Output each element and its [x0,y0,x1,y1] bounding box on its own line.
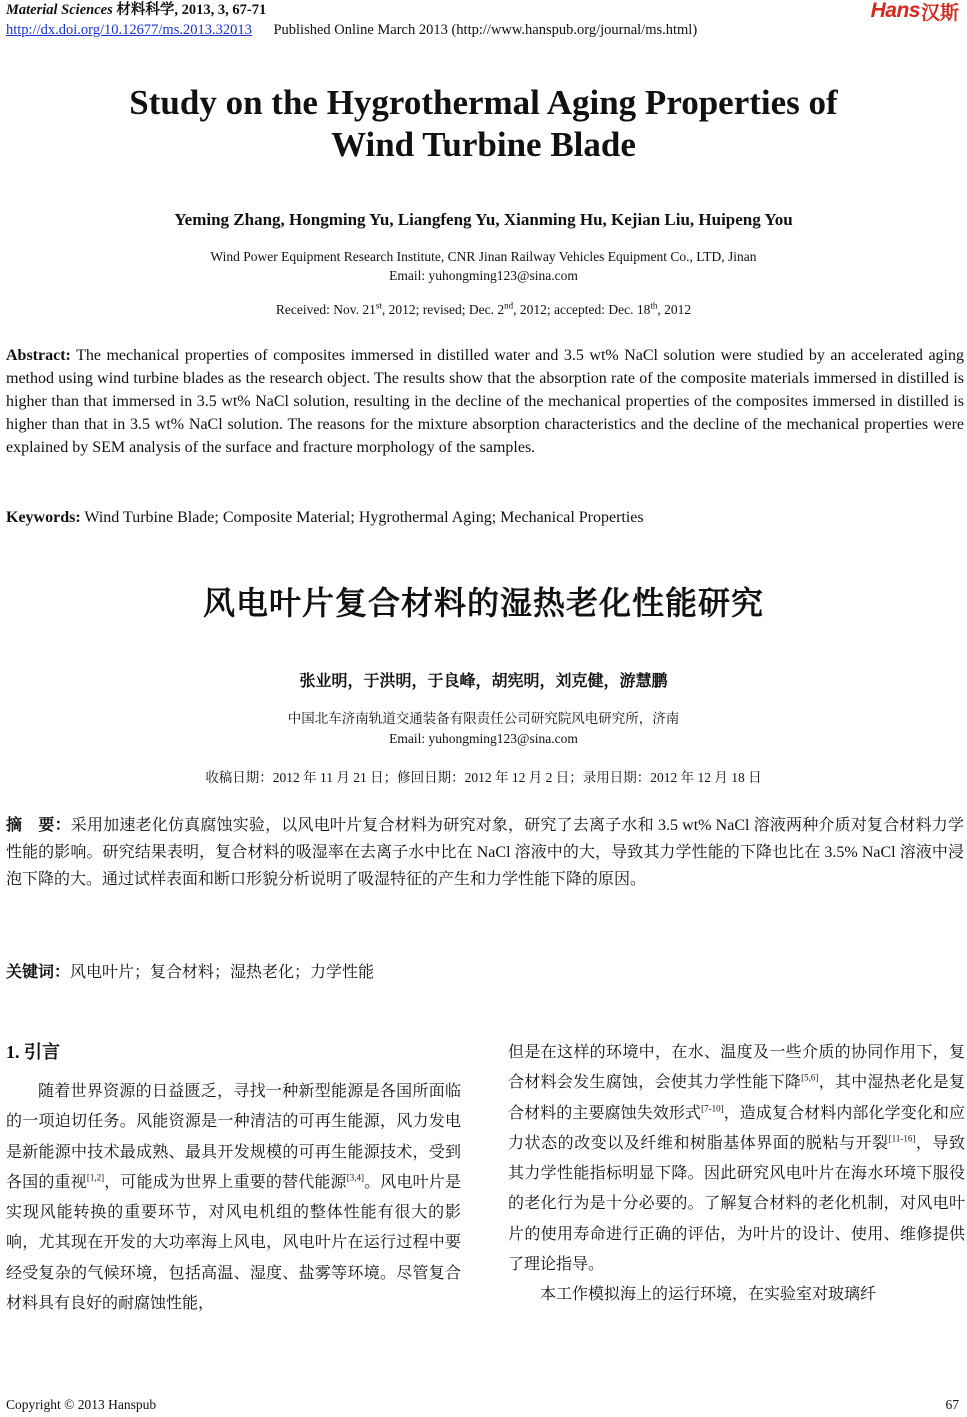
accepted-text: , 2012; accepted: Dec. 18 [513,302,651,317]
ordinal-suffix: st [375,300,382,311]
ordinal-suffix: th [650,300,658,311]
doi-link[interactable]: http://dx.doi.org/10.12677/ms.2013.32013 [6,22,252,38]
body-text: ，造成复合材料内部化学变化和应力状态的改变以及纤维和树脂基体界面的脱粘与开裂 [508,1104,965,1152]
title-line-2: Wind Turbine Blade [331,125,636,164]
keywords-en [6,506,964,529]
year-text: , 2012 [657,302,692,317]
logo-cn: 汉斯 [920,1,959,24]
body-text: 。风电叶片是实现风能转换的重要环节，对风电机组的整体性能有很大的影响，尤其现在开发的大功率海上风电，风电叶片在运行过程中要经受复杂的气候环境，包括高温、湿度、盐雾等环境。尽管复合材料具有良好的耐腐蚀性能， [6,1173,461,1313]
received-text: Received: Nov. 21 [275,302,376,317]
abstract-cn [6,811,964,893]
title-line-1: Study on the Hygrothermal Aging Properties of [129,83,838,122]
doi-line [6,22,697,39]
citation: [5,6] [801,1072,819,1083]
abstract-label-cn: 摘 要： [6,815,71,834]
abstract-text-cn: 采用加速老化仿真腐蚀实验，以风电叶片复合材料为研究对象，研究了去离子水和 3.5 wt% NaCl 溶液两种介质对复合材料力学性能的影响。研究结果表明，复合材料的吸湿率在去离子水中比在 NaCl 溶液中的大，导致其力学性能的下降也比在 3.5% NaCl 溶液中浸泡下降的大。通过试样表面和断口形貌分析说明了吸湿特征的产生和力学性能下降的原因。 [6,817,964,888]
journal-name: Material Sciences [6,2,113,18]
ordinal-suffix: nd [504,300,514,311]
received-dates-cn: 收稿日期：2012 年 11 月 21 日；修回日期：2012 年 12 月 2 日；录用日期：2012 年 12 月 18 日 [205,770,762,785]
journal-name-cn: 材料科学 [116,2,175,18]
body-text: 但是在这样的环境中，在水、温度及一些介质的协同作用下，复合材料会发生腐蚀，会使其力学性能下降 [508,1044,965,1092]
received-dates-en [0,302,967,318]
keywords-label: Keywords: [6,509,81,526]
copyright: Copyright © 2013 Hanspub [6,1397,157,1412]
abstract-label: Abstract: [6,347,71,364]
body-text: ，导致其力学性能指标明显下降。因此研究风电叶片在海水环境下服役的老化行为是十分必要的。了解复合材料的老化机制，对风电叶片的使用寿命进行正确的评估，为叶片的设计、使用、维修提供了理论指导。 [508,1134,965,1274]
citation: [3,4] [346,1172,364,1183]
email-en: Email: yuhongming123@sina.com [389,268,578,283]
affiliation-en: Wind Power Equipment Research Institute, CNR Jinan Railway Vehicles Equipment Co., LTD, Jinan [210,249,757,264]
paper-title-en [0,82,967,166]
paper-title-cn: 风电叶片复合材料的湿热老化性能研究 [202,584,764,622]
body-text: 本工作模拟海上的运行环境，在实验室对玻璃纤 [540,1286,877,1304]
body-text: ，可能成为世界上重要的替代能源 [104,1173,347,1191]
revised-text: , 2012; revised; Dec. 2 [381,302,505,317]
body-column-left [6,1077,461,1319]
abstract-en [6,344,964,459]
keywords-text: Wind Turbine Blade; Composite Material; Hygrothermal Aging; Mechanical Properties [84,509,644,526]
authors-en: Yeming Zhang, Hongming Yu, Liangfeng Yu, Xianming Hu, Kejian Liu, Huipeng You [174,210,793,229]
body-text: 随着世界资源的日益匮乏，寻找一种新型能源是各国所面临的一项迫切任务。风能资源是一种清洁的可再生能源，风力发电是新能源中技术最成熟、最具开发规模的可再生能源技术，受到各国的重视 [6,1083,461,1191]
page-number: 67 [945,1397,959,1412]
keywords-text-cn: 风电叶片；复合材料；湿热老化；力学性能 [70,964,375,981]
citation: [7-10] [701,1103,724,1114]
email-cn: Email: yuhongming123@sina.com [389,731,578,746]
affiliation-block-cn [0,709,967,749]
hanspub-logo [871,0,959,22]
abstract-text: The mechanical properties of composites immersed in distilled water and 3.5 wt% NaCl solution were studied by an accelerated aging method using wind turbine blades as the research object. The results show that the absorption rate of the composite materials immersed in distilled is higher than that immersed in 3.5 wt% NaCl solution, resulting in the decline of the mechanical properties of the composites immersed in distilled is higher than that in 3.5 wt% NaCl solution. The reasons for the mixture absorption characteristics and the decline of the mechanical properties were explained by SEM analysis of the surface and fracture morphology of the samples. [6,347,964,456]
keywords-label-cn: 关键词： [6,962,71,981]
citation: [1,2] [86,1172,105,1183]
keywords-cn [6,958,964,986]
body-column-right [508,1038,965,1311]
body-text: ，其中湿热老化是复合材料的主要腐蚀失效形式 [508,1074,965,1122]
authors-cn: 张业明，于洪明，于良峰，胡宪明，刘克健，游慧鹏 [299,671,668,690]
journal-header [6,2,266,19]
section-heading: 1. 引言 [6,1042,60,1062]
citation: [11-16] [888,1133,916,1144]
affiliation-block-en [0,247,967,285]
logo-latin: Hans [870,0,920,22]
publication-note: Published Online March 2013 (http://www.hanspub.org/journal/ms.html) [273,22,698,38]
volume-info: , 2013, 3, 67-71 [174,2,267,18]
affiliation-cn: 中国北车济南轨道交通装备有限责任公司研究院风电研究所，济南 [287,711,680,726]
